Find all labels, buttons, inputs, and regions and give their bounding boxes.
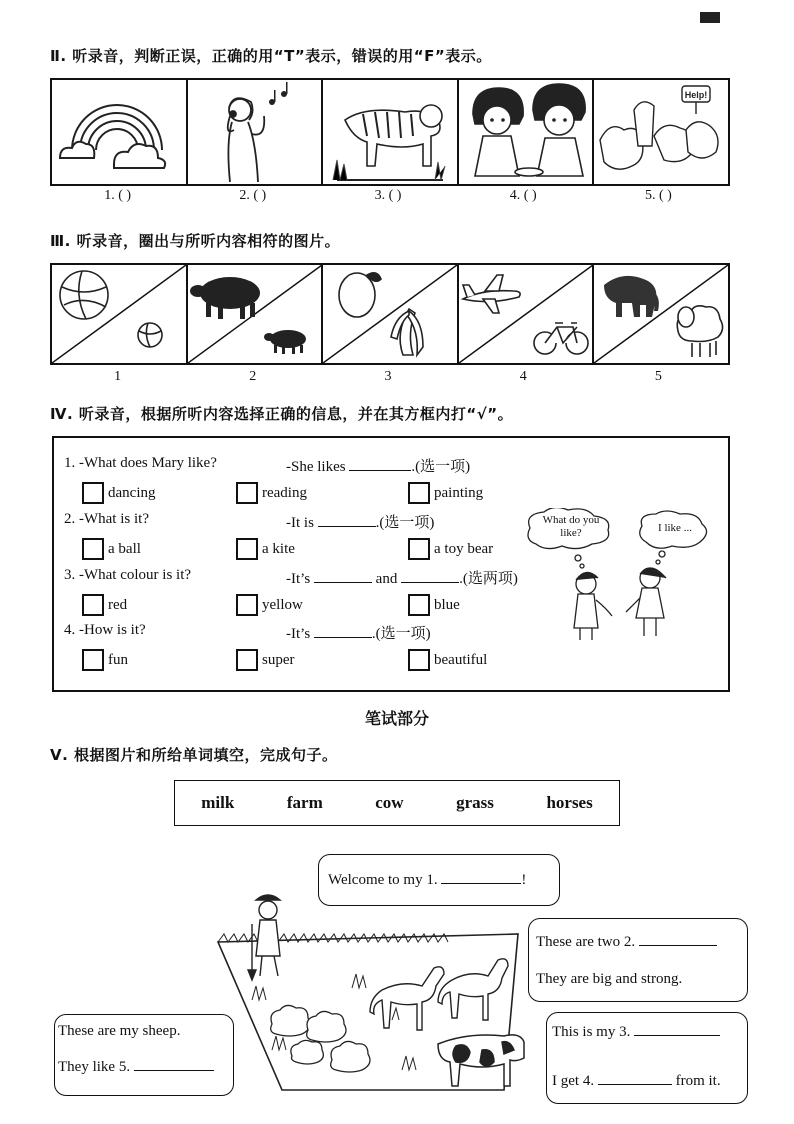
answer-prefix: -It’s: [286, 626, 311, 642]
checkbox[interactable]: [236, 594, 258, 616]
option-label: beautiful: [434, 651, 488, 668]
option-label: red: [108, 596, 128, 613]
option-fun[interactable]: [82, 649, 128, 671]
picture-two-girls: [459, 80, 595, 184]
question-2-text: 2. -What is it?: [64, 511, 149, 527]
question-3-text: 3. -What colour is it?: [64, 567, 192, 583]
bubble-horses-label: These are two 2.: [536, 934, 636, 950]
option-dancing[interactable]: [82, 482, 155, 504]
checkbox[interactable]: [236, 482, 258, 504]
question-2-answer: [286, 511, 434, 532]
answer-slot[interactable]: 1. ( ): [104, 188, 132, 203]
kids-illustration: [524, 508, 720, 644]
option-a-toy-bear[interactable]: [408, 538, 493, 560]
word-bank-item: horses: [546, 793, 593, 812]
picture-number: 1: [114, 369, 122, 384]
option-label: fun: [108, 651, 128, 668]
help-sign-text: Help!: [685, 90, 708, 100]
word-bank-item: grass: [456, 793, 494, 812]
answer-slot[interactable]: 2. ( ): [239, 188, 267, 203]
word-bank-item: farm: [286, 793, 323, 812]
bubble-horses-line-1: [536, 934, 717, 951]
answer-blank[interactable]: [349, 470, 411, 471]
bubble-cow-line-1: [552, 1024, 720, 1041]
option-label: reading: [262, 484, 307, 501]
written-part-heading: 笔试部分: [364, 709, 429, 728]
thought-bubble-question: What do you like?: [542, 514, 600, 539]
checkbox[interactable]: [82, 482, 104, 504]
answer-prefix: -She likes: [286, 459, 346, 475]
option-super[interactable]: [236, 649, 295, 671]
answer-prefix: -It’s: [286, 571, 311, 587]
bubble-welcome-label: Welcome to my 1.: [328, 872, 438, 888]
answer-slot[interactable]: 5. ( ): [645, 188, 672, 203]
section-3-picture-strip: [50, 263, 730, 365]
answer-tail: .(选一项): [411, 459, 471, 475]
picture-number: 5: [654, 369, 662, 384]
checkbox[interactable]: [408, 594, 430, 616]
picture-big-small-ball[interactable]: [52, 265, 188, 363]
answer-slot[interactable]: 3. ( ): [374, 188, 402, 203]
answer-blank-5[interactable]: [134, 1070, 214, 1071]
option-red[interactable]: [82, 594, 127, 616]
option-label: blue: [434, 596, 460, 613]
speech-bubble-horses: [528, 918, 748, 1002]
farm-scene-illustration: [212, 880, 532, 1100]
answer-tail: .(选一项): [375, 515, 435, 531]
word-bank: [174, 780, 620, 826]
bubble-welcome-end: !: [521, 872, 527, 888]
option-yellow[interactable]: [236, 594, 303, 616]
option-label: a toy bear: [434, 540, 494, 557]
question-1-text: 1. -What does Mary like?: [64, 455, 217, 471]
checkbox[interactable]: [236, 649, 258, 671]
picture-rainbow: [52, 80, 188, 184]
answer-blank-1[interactable]: [441, 883, 521, 884]
bubble-cow-line-2: [552, 1073, 721, 1090]
answer-blank-4[interactable]: [598, 1084, 672, 1085]
answer-slot[interactable]: 4. ( ): [509, 188, 537, 203]
picture-girl-singing: [188, 80, 324, 184]
bubble-cow-label: I get 4.: [552, 1073, 595, 1089]
answer-mid: and: [375, 571, 398, 587]
answer-blank-3[interactable]: [634, 1035, 720, 1036]
checkbox[interactable]: [82, 594, 104, 616]
picture-number: 2: [249, 369, 257, 384]
answer-blank-2[interactable]: [639, 945, 717, 946]
word-bank-item: milk: [201, 793, 235, 812]
checkbox[interactable]: [82, 649, 104, 671]
section-3-number-row: [50, 369, 726, 385]
thought-bubble-answer: I like ...: [658, 522, 692, 534]
section-4-title: Ⅳ. 听录音，根据所听内容选择正确的信息，并在其方框内打“√”。: [50, 405, 514, 423]
picture-number: 3: [384, 369, 392, 384]
checkbox[interactable]: [82, 538, 104, 560]
section-2-picture-strip: [50, 78, 730, 186]
picture-big-small-pig[interactable]: [188, 265, 324, 363]
bubble-sheep-line-2: [58, 1059, 214, 1076]
picture-plane-bike[interactable]: [459, 265, 595, 363]
checkbox[interactable]: [236, 538, 258, 560]
option-a-kite[interactable]: [236, 538, 295, 560]
section-3-title: Ⅲ. 听录音，圈出与所听内容相符的图片。: [50, 232, 341, 250]
section-5-title: Ⅴ. 根据图片和所给单词填空，完成句子。: [50, 746, 338, 764]
bubble-sheep-line-1: These are my sheep.: [58, 1023, 181, 1039]
picture-animals-help: [594, 80, 728, 184]
question-1-answer: [286, 455, 470, 476]
picture-number: 4: [519, 369, 527, 384]
option-painting[interactable]: [408, 482, 483, 504]
section-2-answer-row: [50, 188, 726, 204]
option-reading[interactable]: [236, 482, 307, 504]
option-blue[interactable]: [408, 594, 460, 616]
question-4-answer: [286, 622, 431, 643]
option-label: a ball: [108, 540, 141, 557]
question-4-text: 4. -How is it?: [64, 622, 146, 638]
option-label: painting: [434, 484, 484, 501]
section-2-title: Ⅱ. 听录音，判断正误，正确的用“T”表示，错误的用“F”表示。: [50, 47, 492, 65]
answer-tail: .(选一项): [371, 626, 431, 642]
question-3-answer: [286, 567, 518, 588]
option-label: yellow: [262, 596, 303, 613]
answer-blank[interactable]: [314, 637, 372, 638]
answer-blank[interactable]: [401, 582, 459, 583]
answer-prefix: -It is: [286, 515, 314, 531]
answer-blank[interactable]: [318, 526, 376, 527]
option-a-ball[interactable]: [82, 538, 141, 560]
checkbox[interactable]: [408, 649, 430, 671]
option-label: super: [262, 651, 295, 668]
option-beautiful[interactable]: [408, 649, 487, 671]
bubble-welcome-text: [328, 872, 526, 889]
bubble-cow-label: This is my 3.: [552, 1024, 631, 1040]
option-label: a kite: [262, 540, 295, 557]
answer-tail: .(选两项): [459, 571, 518, 587]
picture-elephant-sheep[interactable]: [594, 265, 728, 363]
checkbox[interactable]: [408, 538, 430, 560]
bubble-sheep-label: They like 5.: [58, 1059, 131, 1075]
checkbox[interactable]: [408, 482, 430, 504]
answer-blank[interactable]: [314, 582, 372, 583]
bubble-cow-tail: from it.: [675, 1073, 721, 1089]
bubble-horses-line-2: They are big and strong.: [536, 971, 683, 987]
corner-mark: [700, 12, 720, 23]
word-bank-item: cow: [375, 793, 404, 812]
picture-lemon-banana[interactable]: [323, 265, 459, 363]
picture-tiger: [323, 80, 459, 184]
option-label: dancing: [108, 484, 156, 501]
